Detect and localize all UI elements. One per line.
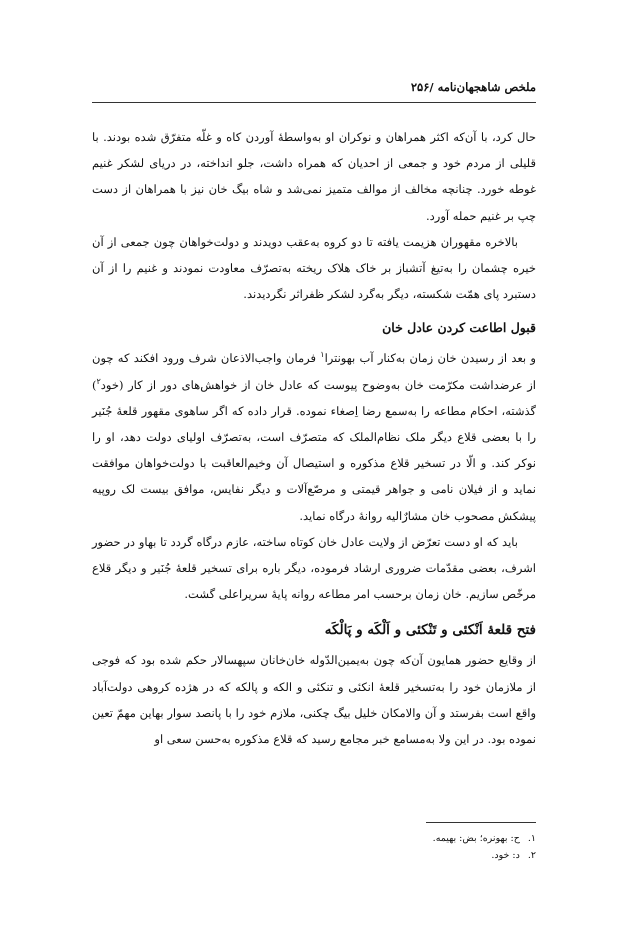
paragraph-text: ) گذشته، احکام مطاعه را به‌سمع رضا اِصغاء نموده. قرار داده که اگر ساهوی مقهور قلعهٔ جُنَیر را با بعضی قلاع دیگر ملک نظام‌الملک که متصرّف است، به‌تصرّف اولیای دولت دهد، او را نوکر کند. و الّا در تسخیر قلاع مذکوره و استیصال آن وخیم‌العاقبت با دولت‌خواهان موافقت نماید و از فیلان نامی و جواهر قیمتی و مرصّع‌آلات و دیگر نفایس، موافق بیست لک روپیه پیشکش مصحوب خان مشارٌالیه روانهٔ درگاه نماید. xyxy=(92,377,536,523)
footnote-number: ۱. xyxy=(527,833,536,844)
section-heading: قبول اطاعت کردن عادل خان xyxy=(382,320,536,336)
paragraph: از وقایع حضور همایون آن‌که چون به‌یمین‌الدّوله خان‌خانان سپهسالار حکم شده بود که فوجی از ملازمان خود را به‌تسخیر قلعهٔ انکئی و تنکئی و الکه و پالکه که در هژده کروهی دولت‌آباد واقع است بفرستد و آن والامکان خلیل بیگ چکنی، ملازم خود را با پانصد سوار بهاین مهمّ تعین نموده بود. در این ولا به‌مسامع خبر مجامع رسید که قلاع مذکوره به‌حسن سعی او xyxy=(92,653,536,747)
footnote-text: ح: بهونره؛ بض: بهیمه. xyxy=(432,833,520,844)
paragraph-text: و بعد از رسیدن خان زمان به‌کنار آب بهونترا xyxy=(324,351,536,366)
paragraph: حال کرد، با آن‌که اکثر همراهان و نوکران او به‌واسطهٔ آوردن کاه و غلّه متفرّق شده بودند. با قلیلی از مردم خود و جمعی از احدیان که همراه داشت، جلو انداخته، در دریای لشکر غنیم غوطه خورد. چنانچه مخالف از موالف متمیز نمی‌شد و شاه بیگ خان نیز با همراهان از دست چپ بر غنیم حمله آورد. xyxy=(92,130,536,223)
footnote xyxy=(92,847,536,864)
footnotes xyxy=(92,830,536,864)
paragraph: باید که او دست تعرّض از ولایت عادل خان کوتاه ساخته، عازم درگاه گردد تا بهاو در حضور اشرف، بعضی مقدّمات ضروری ارشاد فرموده، دیگر باره برای تسخیر قلعهٔ جُنَیر و دیگر قلاع مرخّص سازیم. خان زمان برحسب امر مطاعه روانه پایهٔ سریراعلی گشت. xyxy=(92,534,536,602)
page-body xyxy=(92,124,536,752)
footnote-number: ۲. xyxy=(527,850,536,861)
running-header: ملخص شاهجهان‌نامه /۲۵۶ xyxy=(410,80,536,94)
footnote-divider xyxy=(426,822,536,823)
footnote xyxy=(92,830,536,847)
header-divider xyxy=(92,102,536,103)
paragraph: بالاخره مقهوران هزیمت یافته تا دو کروه به‌عقب دویدند و دولت‌خواهان چون جمعی از آن خیره چشمان را به‌تیغ آتشباز بر خاک هلاک ریخته به‌تصرّف معاودت نمودند و غنیم را از آن دستبرد پای همّت شکسته، دیگر به‌گرد لشکر ظفراثر نگردیدند. xyxy=(92,234,536,302)
footnote-text: د: خود. xyxy=(491,850,520,861)
footnote-marker: ۱ xyxy=(320,350,325,360)
paragraph xyxy=(92,345,536,528)
paragraph-text: فرمان واجب‌الاذعان شرف ورود افکند که چون از عرضداشت مکرّمت خان به‌وضوح پیوست که عادل خان از خواهش‌های دور از کار (خود xyxy=(92,351,536,392)
footnote-marker: ۲ xyxy=(96,376,101,386)
section-heading: فتح قلعهٔ اَنْکئی و تَنْکئی و اَلْکَه و پَالْکَه xyxy=(324,622,536,639)
